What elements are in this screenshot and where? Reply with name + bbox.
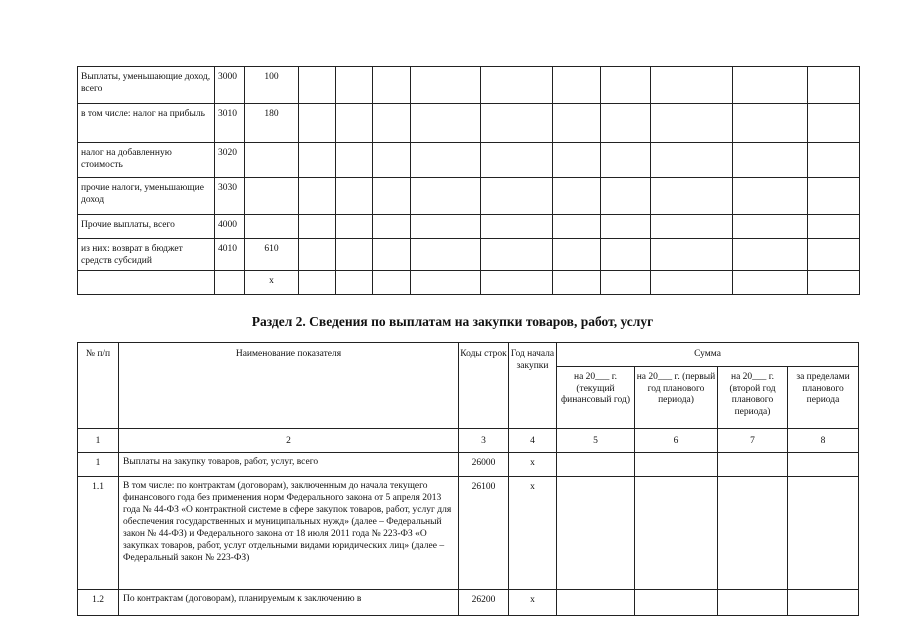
header-beyond-plan: за пределами планового периода — [788, 367, 859, 429]
table-row — [78, 215, 860, 239]
table-row — [78, 67, 860, 104]
row-code: 3020 — [215, 143, 245, 178]
column-number: 2 — [119, 429, 459, 453]
row-name: В том числе: по контрактам (договорам), заключенным до начала текущего финансового года без применения норм Федерального закона от 5 апреля 2013 года № 44-ФЗ «О контрактной системе в сфере закупок товаров, работ, услуг для обеспечения государственных и муниципальных нужд» (далее – Федеральный закон № 44-ФЗ) и Федерального закона от 18 июля 2011 года № 223-ФЗ «О закупках товаров, работ, услуг отдельными видами юридических лиц» (далее – Федеральный закон № 223-ФЗ) — [119, 477, 459, 590]
row-value: 610 — [245, 239, 299, 271]
header-codes: Коды строк — [459, 343, 509, 429]
row-code: 26100 — [459, 477, 509, 590]
row-value: 180 — [245, 104, 299, 143]
row-name: Выплаты на закупку товаров, работ, услуг, всего — [119, 453, 459, 477]
row-value — [245, 215, 299, 239]
row-value: x — [245, 271, 299, 295]
row-value — [245, 143, 299, 178]
row-year: x — [509, 477, 557, 590]
row-value — [245, 178, 299, 215]
column-number: 3 — [459, 429, 509, 453]
row-name: прочие налоги, уменьшающие доход — [78, 178, 215, 215]
row-code: 3030 — [215, 178, 245, 215]
section-title: Раздел 2. Сведения по выплатам на закупки товаров, работ, услуг — [251, 314, 654, 329]
row-name: Выплаты, уменьшающие доход, всего — [78, 67, 215, 104]
row-name: налог на добавленную стоимость — [78, 143, 215, 178]
header-current-year: на 20___ г. (текущий финансовый год) — [557, 367, 635, 429]
header-year: Год начала закупки — [509, 343, 557, 429]
column-number: 6 — [635, 429, 718, 453]
column-number: 4 — [509, 429, 557, 453]
payments-table — [77, 66, 860, 295]
table-row — [78, 271, 860, 295]
header-sum: Сумма — [557, 343, 859, 367]
column-number: 7 — [718, 429, 788, 453]
header-name: Наименование показателя — [119, 343, 459, 429]
procurement-table — [77, 342, 859, 616]
row-code: 26000 — [459, 453, 509, 477]
table-row — [78, 143, 860, 178]
header-second-plan-year: на 20___ г. (второй год планового периода) — [718, 367, 788, 429]
column-number-row — [78, 429, 859, 453]
row-code: 4010 — [215, 239, 245, 271]
column-number: 1 — [78, 429, 119, 453]
table-row — [78, 104, 860, 143]
row-name: из них: возврат в бюджет средств субсидий — [78, 239, 215, 271]
row-name: в том числе: налог на прибыль — [78, 104, 215, 143]
row-name: По контрактам (договорам), планируемым к заключению в — [119, 590, 459, 616]
header-num: № п/п — [78, 343, 119, 429]
row-value: 100 — [245, 67, 299, 104]
header-row — [78, 343, 859, 367]
row-num: 1.1 — [78, 477, 119, 590]
column-number: 8 — [788, 429, 859, 453]
row-num: 1.2 — [78, 590, 119, 616]
table-row — [78, 477, 859, 590]
column-number: 5 — [557, 429, 635, 453]
table-row — [78, 239, 860, 271]
row-code: 4000 — [215, 215, 245, 239]
row-year: x — [509, 453, 557, 477]
row-year: x — [509, 590, 557, 616]
row-code: 26200 — [459, 590, 509, 616]
header-first-plan-year: на 20___ г. (первый год планового периода) — [635, 367, 718, 429]
row-code — [215, 271, 245, 295]
table-row — [78, 590, 859, 616]
table-row — [78, 453, 859, 477]
table-row — [78, 178, 860, 215]
row-name: Прочие выплаты, всего — [78, 215, 215, 239]
row-code: 3000 — [215, 67, 245, 104]
row-num: 1 — [78, 453, 119, 477]
row-code: 3010 — [215, 104, 245, 143]
row-name — [78, 271, 215, 295]
